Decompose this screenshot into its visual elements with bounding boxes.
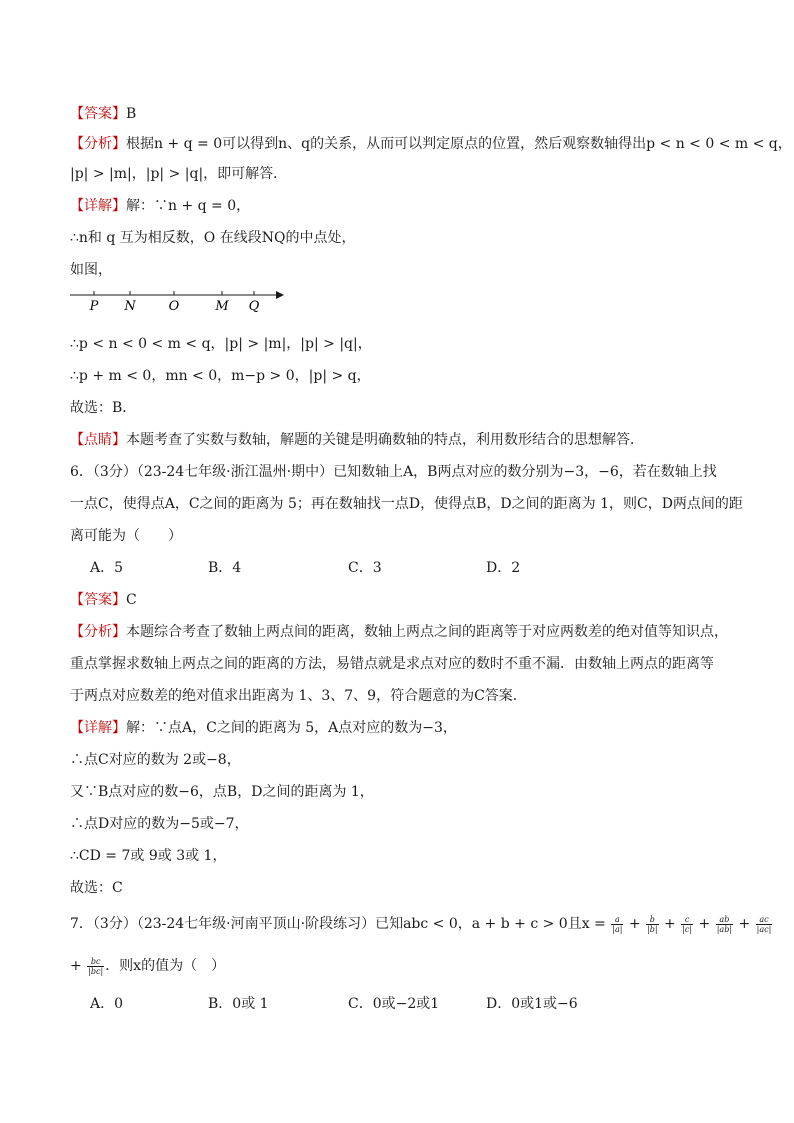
answer-value: C — [126, 592, 137, 608]
q7-stem-tail: ．则x的值为（ ） — [105, 958, 226, 974]
analysis-tag: 【分析】 — [70, 624, 126, 640]
q6-choice-b: B．4 — [208, 560, 242, 576]
fraction-a: $\frac{a}{|a|}$ — [612, 914, 623, 934]
number-line-figure — [70, 286, 290, 314]
comment-text: 本题考查了实数与数轴，解题的关键是明确数轴的特点，利用数形结合的思想解答． — [126, 432, 644, 448]
q6-analysis-line1 — [70, 622, 728, 642]
comment-tag: 【点睛】 — [70, 432, 126, 448]
analysis-text: 根据n + q = 0可以得到n、q的关系，从而可以判定原点的位置，然后观察数轴得出p < n < 0 < m < q， — [126, 136, 792, 152]
q7-choice-a: A．0 — [90, 996, 124, 1012]
detail-text: 解：∵点A，C之间的距离为 5，A点对应的数为−3， — [126, 720, 457, 736]
q6-choice-d: D．2 — [486, 560, 521, 576]
label-n: N — [124, 299, 136, 314]
analysis-tag: 【分析】 — [70, 136, 126, 152]
analysis-text: 本题综合考查了数轴上两点间的距离，数轴上两点之间的距离等于对应两数差的绝对值等知识点， — [126, 624, 728, 640]
q6-stem-line1: 6．（3分）（23-24七年级·浙江温州·期中）已知数轴上A，B两点对应的数分别为−3，−6，若在数轴上找 — [70, 464, 717, 480]
label-q: Q — [248, 299, 260, 314]
q6-detail-line2: ∴点C对应的数为 2或−8， — [70, 752, 241, 768]
q6-analysis-line3: 于两点对应数差的绝对值求出距离为 1、3、7、9，符合题意的为C答案． — [70, 688, 527, 704]
q5-analysis-line2: |p| > |m|，|p| > |q|，即可解答． — [70, 166, 288, 182]
q5-answer-line — [70, 104, 136, 124]
q5-detail-line4: ∴p < n < 0 < m < q，|p| > |m|，|p| > |q|， — [70, 336, 372, 352]
label-o: O — [168, 299, 180, 314]
answer-value: B — [126, 106, 137, 122]
q5-choose: 故选：B． — [70, 400, 137, 416]
q5-detail-line1 — [70, 196, 250, 216]
detail-tag: 【详解】 — [70, 720, 126, 736]
fraction-c: $\frac{c}{|c|}$ — [682, 914, 693, 934]
fraction-ab: $\frac{ab}{|ab|}$ — [716, 914, 733, 934]
q7-choice-d: D．0或1或−6 — [486, 996, 578, 1012]
q6-detail-line1 — [70, 718, 457, 738]
q5-detail-line5: ∴p + m < 0，mn < 0，m−p > 0，|p| > q， — [70, 368, 371, 384]
q6-stem-line3: 离可能为（ ） — [70, 528, 182, 544]
q7-stem-line1: 7．（3分）（23-24七年级·河南平顶山·阶段练习）已知abc < 0，a + b + c > 0且x = $\frac{a}{|a|}$ + $\frac{b}{|b|}$ + $\frac{c}{|c|}$ + $\frac{ab}{|ab|}$ + $\frac{ac}{|ac|}$ — [70, 914, 772, 934]
q6-choose: 故选：C — [70, 880, 123, 896]
q5-comment-line — [70, 430, 644, 450]
label-p: P — [89, 299, 99, 314]
q6-detail-line3: 又∵B点对应的数−6，点B，D之间的距离为 1， — [70, 784, 374, 800]
fraction-bc: $\frac{bc}{|bc|}$ — [88, 956, 104, 976]
q6-answer-line — [70, 590, 137, 610]
q6-analysis-line2: 重点掌握求数轴上两点之间的距离的方法，易错点就是求点对应的数时不重不漏．由数轴上两点的距离等 — [70, 656, 714, 672]
q7-stem-text: 7．（3分）（23-24七年级·河南平顶山·阶段练习）已知abc < 0，a + b + c > 0且x = — [70, 916, 611, 932]
q7-choice-c: C．0或−2或1 — [348, 996, 440, 1012]
q7-choice-b: B．0或 1 — [208, 996, 269, 1012]
q5-analysis-line1 — [70, 134, 792, 154]
q6-choice-a: A．5 — [90, 560, 124, 576]
q6-detail-line4: ∴点D对应的数为−5或−7， — [70, 816, 249, 832]
q6-choice-c: C．3 — [348, 560, 382, 576]
q6-stem-line2: 一点C，使得点A，C之间的距离为 5；再在数轴找一点D，使得点B，D之间的距离为 1，则C，D两点间的距 — [70, 496, 743, 512]
detail-text: 解：∵n + q = 0， — [126, 198, 251, 214]
detail-tag: 【详解】 — [70, 198, 126, 214]
q7-stem-line2: + $\frac{bc}{|bc|}$ ．则x的值为（ ） — [70, 956, 226, 976]
answer-tag: 【答案】 — [70, 106, 126, 122]
answer-tag: 【答案】 — [70, 592, 126, 608]
label-m: M — [215, 299, 229, 314]
arrow-head-icon — [276, 291, 284, 299]
q5-detail-line3: 如图， — [70, 262, 112, 278]
fraction-b: $\frac{b}{|b|}$ — [647, 914, 658, 934]
q6-detail-line5: ∴CD = 7或 9或 3或 1， — [70, 848, 227, 864]
q5-detail-line2: ∴n和 q 互为相反数，O 在线段NQ的中点处， — [70, 230, 356, 246]
fraction-ac: $\frac{ac}{|ac|}$ — [756, 914, 772, 934]
